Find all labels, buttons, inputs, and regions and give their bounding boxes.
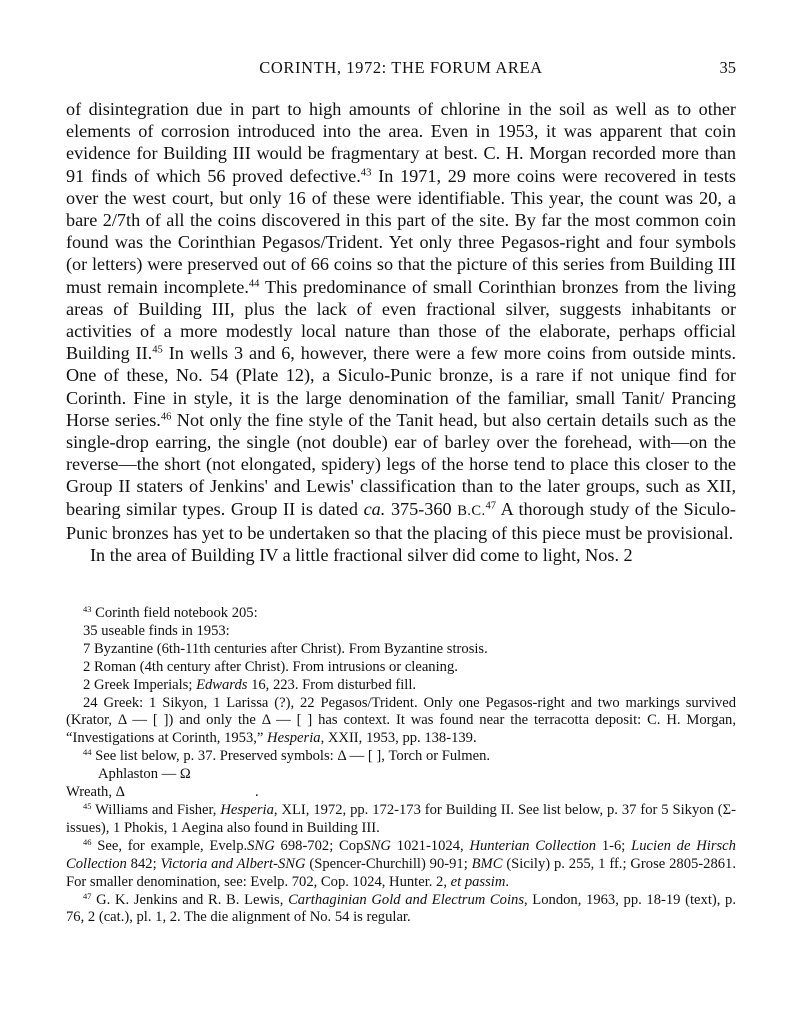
text-run: Williams and Fisher,	[91, 801, 221, 818]
text-run: 842;	[126, 855, 161, 872]
footnote-number: 47	[83, 890, 92, 901]
footnote-ref-46: 46	[160, 411, 172, 423]
italic-run: Edwards	[196, 676, 248, 693]
italic-run: SNG	[247, 837, 275, 854]
footnote-number: 43	[83, 603, 92, 614]
footnote-ref-45: 45	[152, 344, 163, 356]
italic-run: BMC	[471, 855, 503, 872]
text-run: , XLI, 1972, pp. 172-173 for Building II. See list below, p. 37 for 5 Sikyon (Σ-issues), 1 Phokis, 1 Aegina also found in Building III.	[66, 801, 736, 836]
footnote-43	[66, 605, 736, 623]
paragraph	[66, 98, 736, 544]
footnote-line: 35 useable finds in 1953:	[83, 622, 230, 639]
footnotes	[66, 605, 736, 927]
italic-run: Hunterian Collection	[469, 837, 597, 854]
text-run: Not only the fine style of the Tanit head, but also certain details such as the single-drop earring, the single (not double) ear of barley over the forehead, with—on the reverse—the short (not elongated, spidery) legs of the horse tend to place this closer to the Group II staters of Jenkins' and Lewis' classification than to the later groups, such as XII, bearing similar types. Group II is dated	[66, 409, 736, 519]
footnote-ref-47: 47	[485, 500, 497, 512]
text-run: .	[255, 784, 259, 801]
running-title: CORINTH, 1972: THE FORUM AREA	[259, 58, 543, 77]
text-run: , London, 1963, pp. 18-19 (text), p. 76, 2 (cat.), pl. 1, 2. The die alignment of No. 54 is regular.	[66, 891, 736, 926]
footnote-ref-44: 44	[248, 278, 260, 290]
footnote-47	[66, 892, 736, 928]
footnote-number: 45	[83, 800, 92, 811]
italic-run: Hesperia	[267, 730, 321, 747]
text-run: , XXII, 1953, pp. 138-139.	[320, 730, 477, 747]
italic-run: Lucien de Hirsch Collection	[66, 837, 736, 872]
text-run: G. K. Jenkins and R. B. Lewis,	[91, 891, 289, 908]
italic-run: Victoria and Albert-SNG	[160, 855, 306, 872]
text-run: (Sicily) p. 255, 1 ff.; Grose 2805-2861. For smaller denomination, see: Evelp. 702, Cop. 1024, Hunter. 2,	[66, 855, 736, 890]
footnote-line	[66, 695, 736, 749]
text-run: (Spencer-Churchill) 90-91;	[305, 855, 472, 872]
italic-run: Carthaginian Gold and Electrum Coins	[288, 891, 524, 908]
text-run: 1021-1024,	[390, 837, 470, 854]
text-run: In 1971, 29 more coins were recovered in tests over the west court, but only 16 of these were identifiable. This year, the count was 20, a bare 2/7th of all the coins discovered in this part of the site. By far the most common coin found was the Corinthian Pegasos/Trident. Yet only three Pegasos-right and four symbols (or letters) were preserved out of 66 coins so that the picture of this series from Building III must remain incomplete.	[66, 165, 736, 297]
main-text	[66, 98, 736, 566]
footnote-number: 44	[83, 747, 92, 757]
italic-run: Hesperia	[220, 801, 274, 818]
text-run: Wreath, Δ	[66, 784, 126, 801]
page-header	[66, 58, 736, 84]
footnote-number: 46	[83, 836, 92, 847]
paragraph: In the area of Building IV a little fractional silver did come to light, Nos. 2	[90, 545, 633, 566]
text-run: 375-360	[385, 498, 458, 519]
page-number: 35	[719, 58, 736, 77]
footnote-line: Aphlaston — Ω	[98, 766, 191, 783]
text-run: 698-702; Cop	[274, 837, 364, 854]
text-run: .	[505, 873, 510, 890]
footnote-text: See list below, p. 37. Preserved symbols: Δ — [ ], Torch or Fulmen.	[91, 748, 491, 765]
text-run: See, for example, Evelp.	[91, 837, 248, 854]
small-caps-bc: B.C.	[457, 502, 486, 519]
footnote-line: 7 Byzantine (6th-11th centuries after Christ). From Byzantine strosis.	[83, 640, 488, 657]
text-run: A thorough study of the Siculo-Punic bronzes has yet to be undertaken so that the placing of this piece must be provisional.	[66, 498, 736, 543]
footnote-text: Corinth field notebook 205:	[91, 605, 258, 621]
text-run: 2 Greek Imperials;	[83, 676, 197, 693]
text-run: 16, 223. From disturbed fill.	[247, 676, 417, 693]
text-run: 24 Greek: 1 Sikyon, 1 Larissa (?), 22 Pegasos/Trident. Only one Pegasos-right and two markings survived (Krator, Δ — [ ]) and only the Δ — [ ] has context. It was found near the terracotta deposit: C. H. Morgan, “Investigations at Corinth, 1953,”	[66, 694, 736, 747]
italic-run: et passim	[450, 873, 506, 890]
footnote-44	[66, 748, 736, 766]
footnote-ref-43: 43	[360, 167, 372, 179]
text-run: 1-6;	[596, 837, 632, 854]
text-run: In wells 3 and 6, however, there were a few more coins from outside mints. One of these, No. 54 (Plate 12), a Siculo-Punic bronze, is a rare if not unique find for Corinth. Fine in style, it is the large denomination of the familiar, small Tanit/ Prancing Horse series.	[66, 343, 736, 430]
footnote-line	[66, 677, 736, 695]
footnote-line	[66, 784, 736, 802]
text-run: This predominance of small Corinthian bronzes from the living areas of Building III, plus the lack of even fractional silver, suggests inhabitants or activities of a more modestly local nature than those of the elaborate, perhaps official Building II.	[66, 276, 736, 364]
footnote-line: 2 Roman (4th century after Christ). From intrusions or cleaning.	[83, 658, 458, 675]
italic-ca: ca.	[363, 498, 386, 519]
footnote-45	[66, 802, 736, 838]
footnote-46	[66, 838, 736, 892]
text-run: of disintegration due in part to high amounts of chlorine in the soil as well as to other elements of corrosion introduced into the area. Even in 1953, it was apparent that coin evidence for Building III would be fragmentary at best. C. H. Morgan recorded more than 91 finds of which 56 proved defective.	[66, 99, 736, 186]
italic-run: SNG	[363, 837, 391, 854]
